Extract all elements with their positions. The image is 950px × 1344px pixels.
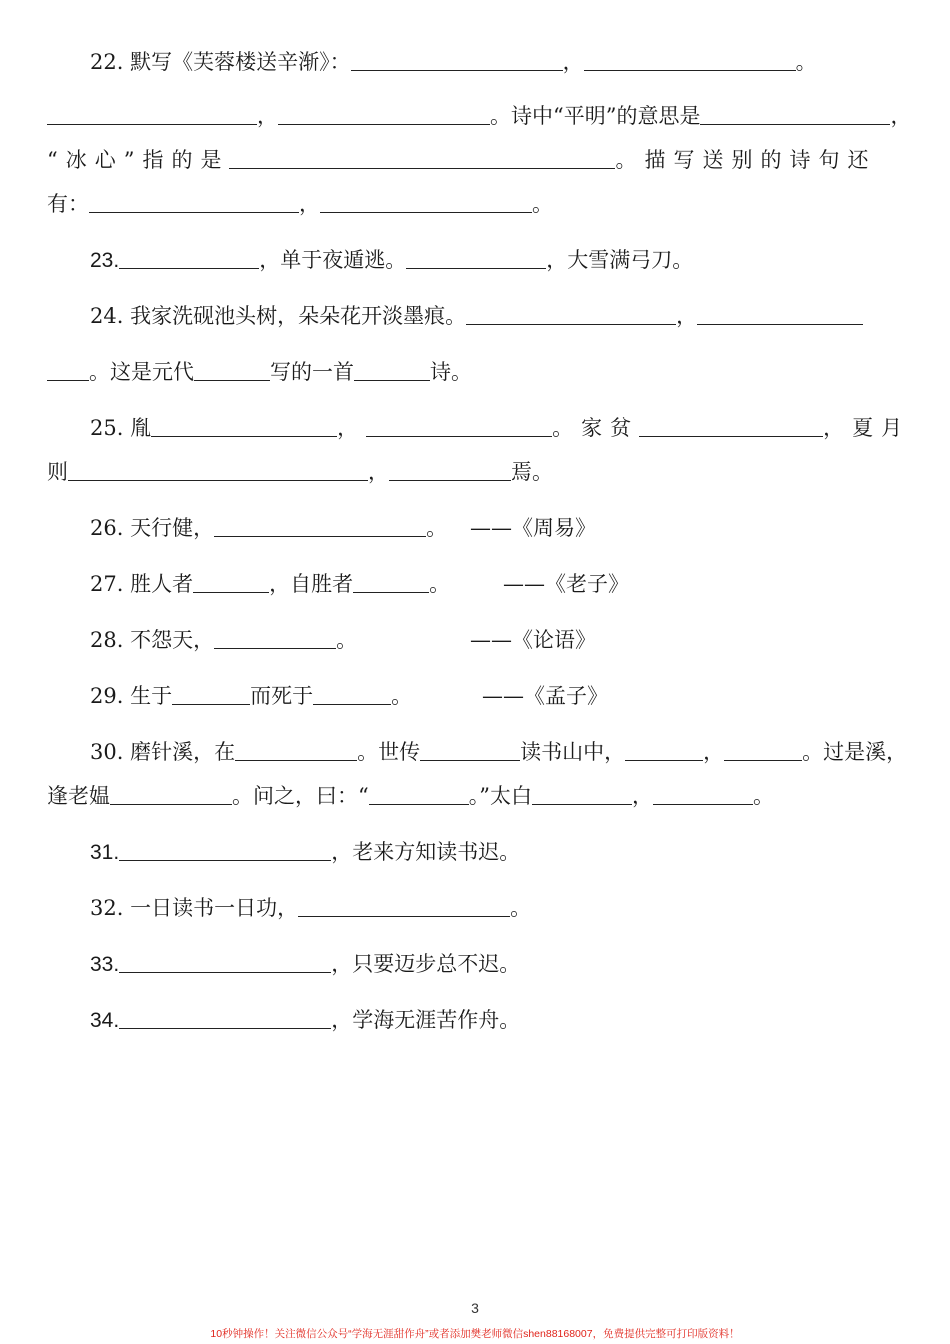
answer-blank[interactable] [532, 784, 632, 805]
answer-blank[interactable] [700, 104, 890, 125]
answer-blank[interactable] [278, 104, 490, 125]
footer-promo-note: 10秒钟操作！关注微信公众号“学海无涯甜作舟”或者添加樊老师微信shen88168007，免费提供完整可打印版资料！ [210, 1328, 740, 1340]
answer-blank[interactable] [625, 740, 703, 761]
q22-text: 有： [47, 192, 89, 216]
answer-blank[interactable] [151, 416, 337, 437]
q25-text: 则 [47, 460, 68, 484]
answer-blank[interactable] [697, 304, 863, 325]
answer-blank[interactable] [235, 740, 357, 761]
q26 [90, 514, 447, 542]
q22-text: “冰心”指的是 [47, 148, 230, 172]
punct: ， [257, 104, 278, 128]
q25-text: ，夏月 [823, 416, 911, 440]
q29-text: 29. 生于 [90, 684, 173, 708]
q22-line-1 [90, 48, 817, 76]
q30-text: 。世传 [357, 740, 421, 764]
q28 [90, 626, 357, 654]
q22-line-4 [47, 190, 553, 218]
q24-text: 诗。 [430, 360, 472, 384]
q29-source: ——《孟子》 [482, 684, 608, 708]
q29-text: 而死于 [250, 684, 314, 708]
q25-line-1 [90, 414, 910, 442]
punct: 。 [336, 628, 358, 652]
q24-text: 。这是元代 [89, 360, 194, 384]
q30-text: 读书山中， [520, 740, 626, 764]
q26-source: ——《周易》 [470, 516, 596, 540]
q31-text: ，老来方知读书迟。 [331, 840, 521, 864]
answer-blank[interactable] [172, 684, 250, 705]
q28-source: ——《论语》 [470, 628, 596, 652]
q22-prompt: 22. 默写《芙蓉楼送辛渐》： [90, 50, 351, 74]
punct: ， [890, 104, 912, 128]
q34 [90, 1006, 520, 1035]
q33-text: ，只要迈步总不迟。 [331, 952, 521, 976]
q30-line-1 [90, 738, 907, 766]
q30-text: 。过是溪， [802, 740, 908, 764]
answer-blank[interactable] [369, 784, 469, 805]
answer-blank[interactable] [351, 50, 563, 71]
question-number: 31. [90, 841, 120, 864]
answer-blank[interactable] [214, 628, 336, 649]
answer-blank[interactable] [193, 572, 269, 593]
answer-blank[interactable] [229, 148, 615, 169]
answer-blank[interactable] [214, 516, 426, 537]
punct: 。 [429, 572, 451, 596]
punct: ， [632, 784, 653, 808]
answer-blank[interactable] [466, 304, 676, 325]
q27 [90, 570, 450, 598]
q22-text: 。描写送别的诗句还 [615, 148, 877, 172]
answer-blank[interactable] [366, 416, 552, 437]
q32 [90, 894, 531, 922]
answer-blank[interactable] [724, 740, 802, 761]
answer-blank[interactable] [653, 784, 753, 805]
question-number: 33. [90, 953, 120, 976]
q23 [90, 246, 693, 275]
punct: ， [337, 416, 367, 440]
punct: ， [703, 740, 725, 764]
answer-blank[interactable] [353, 572, 429, 593]
answer-blank[interactable] [639, 416, 823, 437]
q27-text: 27. 胜人者 [90, 572, 194, 596]
q30-line-2 [47, 782, 774, 810]
answer-blank[interactable] [89, 192, 299, 213]
answer-blank[interactable] [320, 192, 532, 213]
q33 [90, 950, 520, 979]
q25-text: 。家贫 [552, 416, 640, 440]
answer-blank[interactable] [119, 840, 331, 861]
question-number: 23. [90, 249, 120, 272]
answer-blank[interactable] [298, 896, 510, 917]
punct: 。 [532, 192, 553, 216]
punct: 。 [391, 684, 413, 708]
q30-text: 。”太白 [468, 784, 532, 808]
q22-text: 。诗中“平明”的意思是 [490, 104, 701, 128]
q24-line-2 [47, 358, 472, 386]
punct: ， [676, 304, 698, 328]
answer-blank[interactable] [389, 460, 511, 481]
answer-blank[interactable] [354, 360, 430, 381]
answer-blank[interactable] [194, 360, 270, 381]
q28-text: 28. 不怨天， [90, 628, 215, 652]
q32-text: 32. 一日读书一日功， [90, 896, 299, 920]
q23-text: ，单于夜遁逃。 [259, 248, 407, 272]
q22-line-2 [47, 102, 911, 130]
punct: ， [562, 50, 584, 74]
q23-text: ，大雪满弓刀。 [546, 248, 694, 272]
punct: ， [368, 460, 389, 484]
page-number: 3 [471, 1300, 479, 1316]
answer-blank[interactable] [584, 50, 796, 71]
question-number: 34. [90, 1009, 120, 1032]
answer-blank[interactable] [47, 360, 89, 381]
punct: 。 [510, 896, 532, 920]
q30-text: 。问之，曰：“ [232, 784, 369, 808]
q24-text: 24. 我家洗砚池头树，朵朵花开淡墨痕。 [90, 304, 467, 328]
q31 [90, 838, 520, 867]
q25-line-2 [47, 458, 553, 486]
answer-blank[interactable] [119, 952, 331, 973]
q27-source: ——《老子》 [503, 572, 629, 596]
punct: 。 [795, 50, 817, 74]
answer-blank[interactable] [406, 248, 546, 269]
q30-text: 逢老媪 [47, 784, 110, 808]
q26-text: 26. 天行健， [90, 516, 215, 540]
answer-blank[interactable] [110, 784, 232, 805]
answer-blank[interactable] [119, 1008, 331, 1029]
punct: 。 [753, 784, 774, 808]
q25-text: 25. 胤 [90, 416, 152, 440]
q24-line-1 [90, 302, 863, 330]
punct: 。 [426, 516, 448, 540]
answer-blank[interactable] [47, 104, 257, 125]
q29 [90, 682, 412, 710]
q22-line-3 [47, 146, 876, 174]
q27-text: ，自胜者 [269, 572, 354, 596]
q25-text: 焉。 [511, 460, 553, 484]
answer-blank[interactable] [119, 248, 259, 269]
answer-blank[interactable] [313, 684, 391, 705]
answer-blank[interactable] [68, 460, 368, 481]
q24-text: 写的一首 [270, 360, 354, 384]
answer-blank[interactable] [420, 740, 520, 761]
q34-text: ，学海无涯苦作舟。 [331, 1008, 521, 1032]
punct: ， [299, 192, 320, 216]
q30-text: 30. 磨针溪，在 [90, 740, 236, 764]
